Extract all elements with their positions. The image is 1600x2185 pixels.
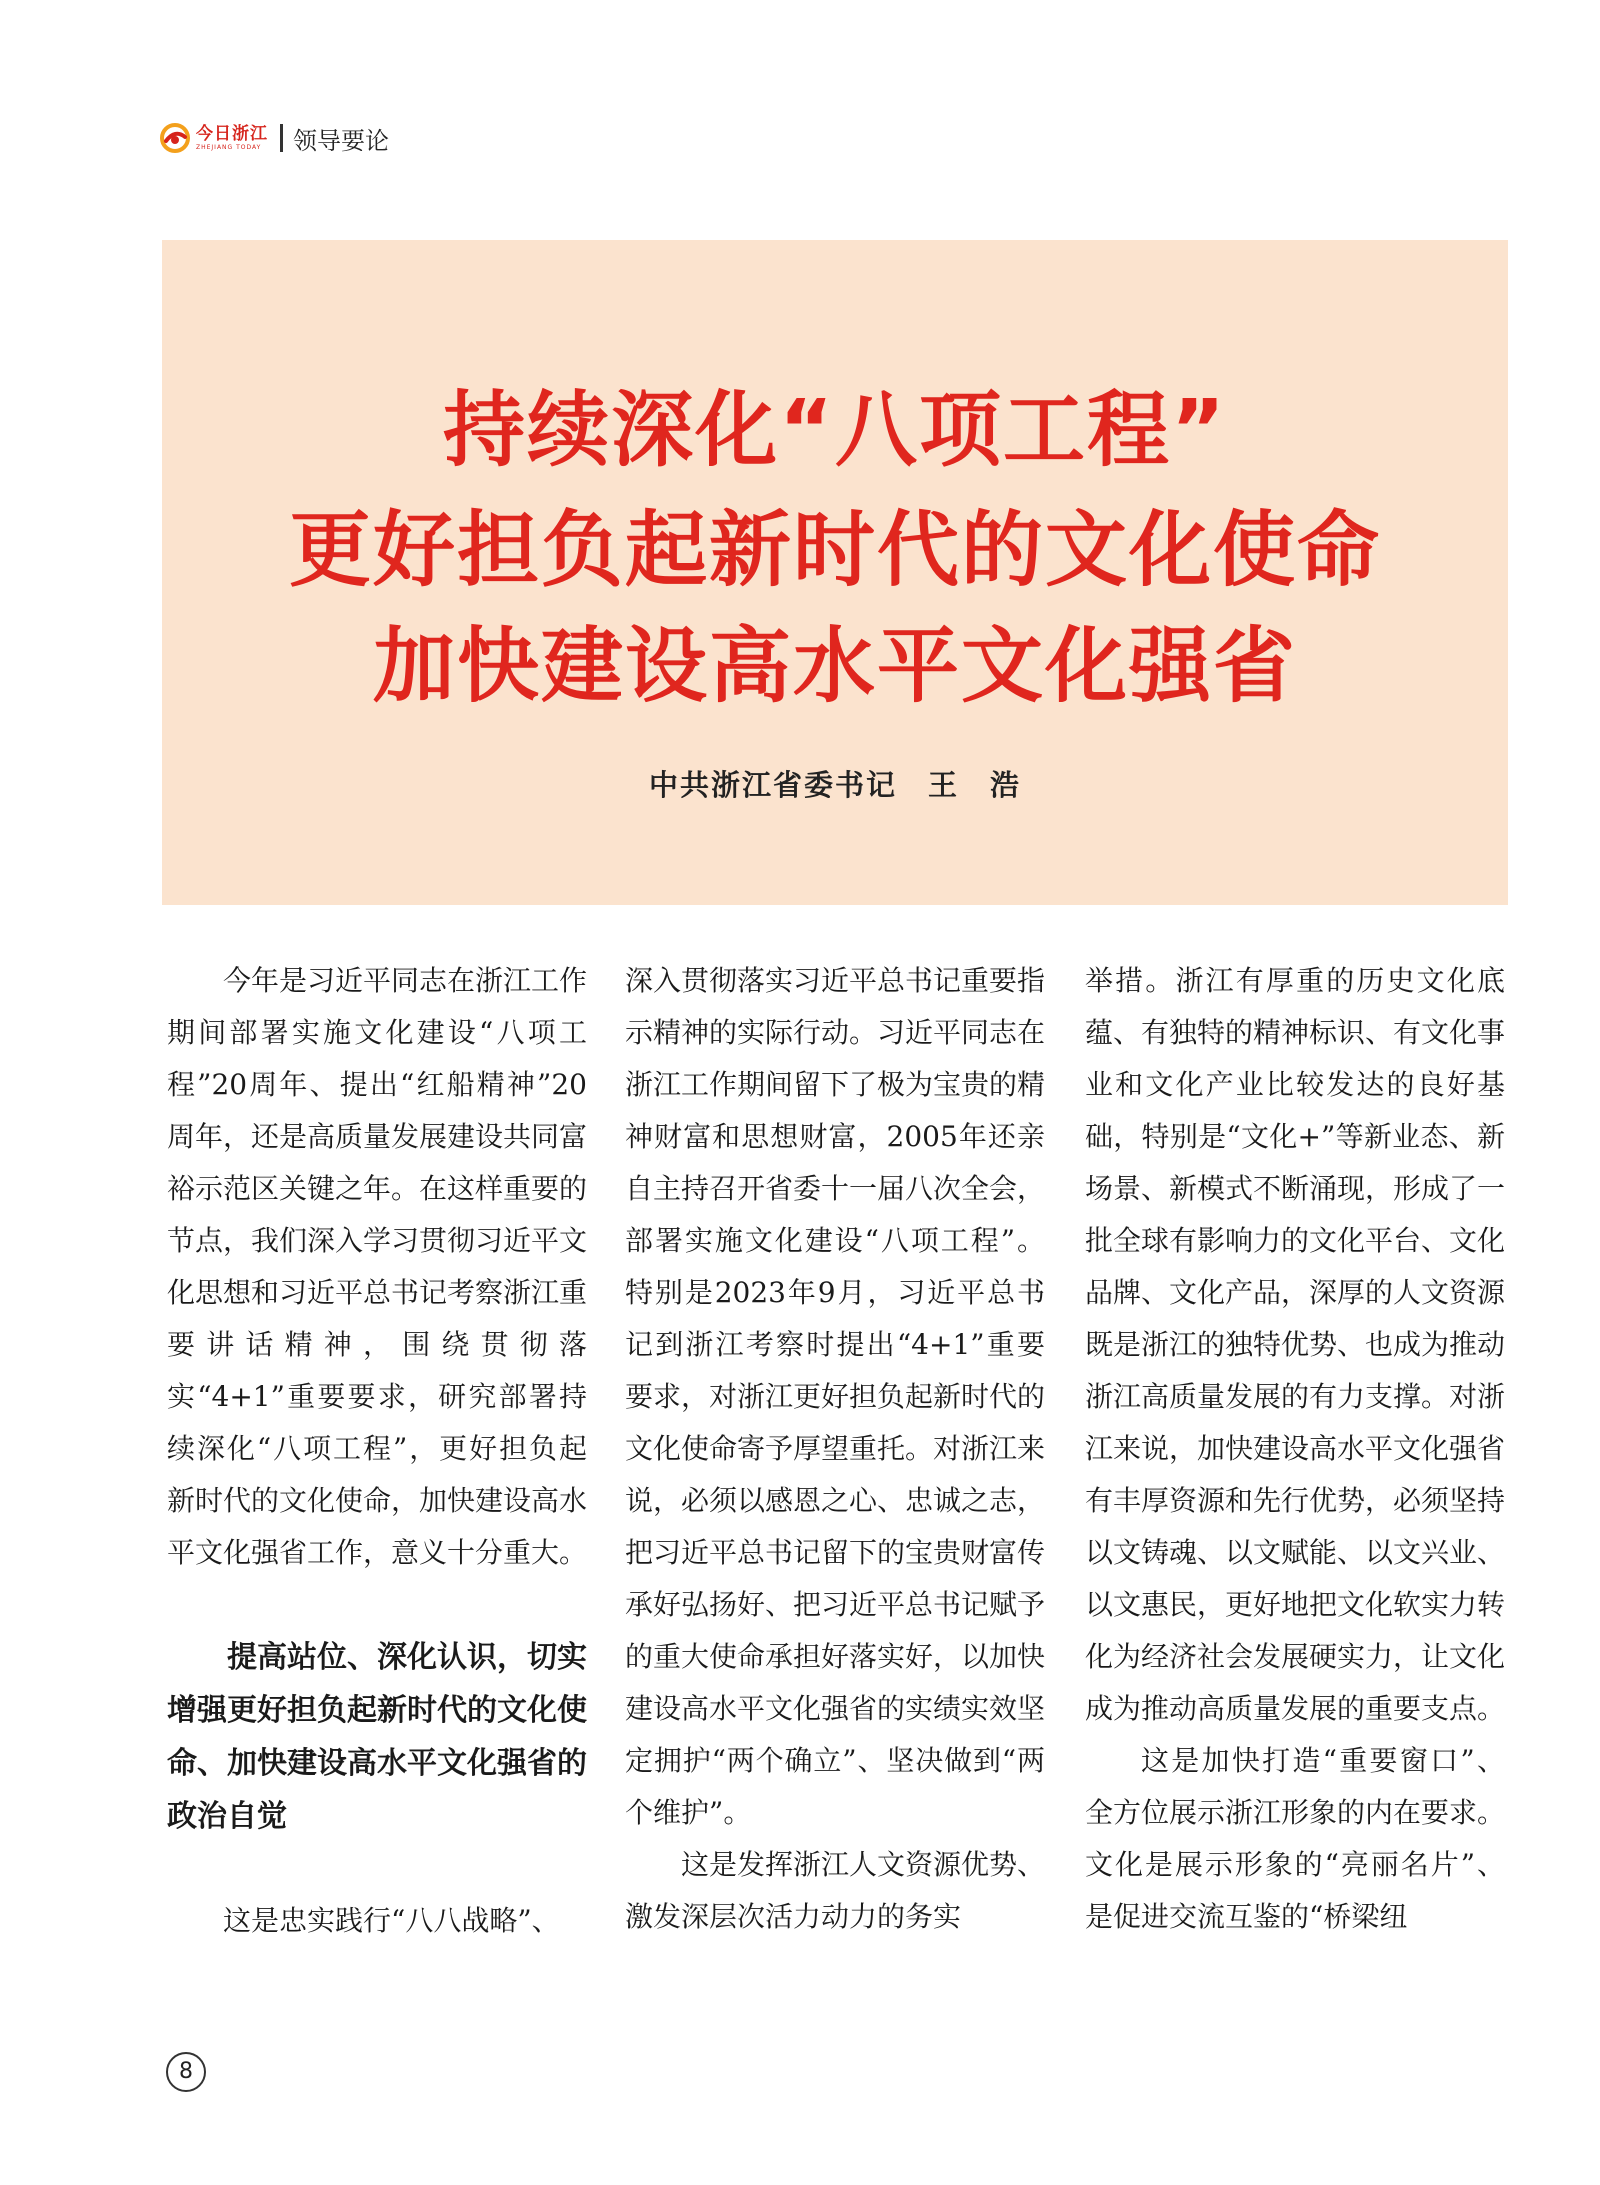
page-number: 8: [166, 2052, 206, 2092]
title-line-2: 更好担负起新时代的文化使命: [288, 503, 1381, 598]
logo-swirl-icon: [160, 123, 190, 153]
magazine-logo: [160, 123, 268, 153]
title-line-3: 加快建设高水平文化强省: [372, 619, 1297, 714]
author-byline: 中共浙江省委书记 王 浩: [648, 768, 1021, 802]
title-line-1: 持续深化“八项工程”: [443, 383, 1227, 478]
text-column-3: [1085, 955, 1505, 1943]
logo-chinese-text: 今日浙江: [196, 123, 268, 144]
paragraph: 举措。浙江有厚重的历史文化底蕴、有独特的精神标识、有文化事业和文化产业比较发达的良好基础，特别是“文化+”等新业态、新场景、新模式不断涌现，形成了一批全球有影响力的文化平台、文化品牌、文化产品，深厚的人文资源既是浙江的独特优势、也成为推动浙江高质量发展的有力支撑。对浙江来说，加快建设高水平文化强省有丰厚资源和先行优势，必须坚持以文铸魂、以文赋能、以文兴业、以文惠民，更好地把文化软实力转化为经济社会发展硬实力，让文化成为推动高质量发展的重要支点。: [1085, 964, 1506, 1725]
paragraph: 这是发挥浙江人文资源优势、激发深层次活力动力的务实: [625, 1848, 1046, 1933]
section-label: 领导要论: [293, 126, 389, 155]
paragraph: 这是加快打造“重要窗口”、全方位展示浙江形象的内在要求。文化是展示形象的“亮丽名片”、是促进交流互鉴的“桥梁纽: [1085, 1744, 1506, 1933]
paragraph: 这是忠实践行“八八战略”、: [223, 1904, 560, 1937]
section-subheading: 提高站位、深化认识，切实增强更好担负起新时代的文化使命、加快建设高水平文化强省的政治自觉: [167, 1640, 587, 1834]
page-header: [160, 118, 389, 158]
title-banner: [162, 240, 1508, 905]
logo-english-text: ZHEJIANG TODAY: [196, 143, 262, 151]
text-column-2: [625, 955, 1045, 1943]
text-column-1: [167, 955, 587, 1947]
header-divider: [280, 124, 283, 152]
paragraph: 深入贯彻落实习近平总书记重要指示精神的实际行动。习近平同志在浙江工作期间留下了极为宝贵的精神财富和思想财富，2005年还亲自主持召开省委十一届八次全会，部署实施文化建设“八项工程”。特别是2023年9月，习近平总书记到浙江考察时提出“4+1”重要要求，对浙江更好担负起新时代的文化使命寄予厚望重托。对浙江来说，必须以感恩之心、忠诚之志，把习近平总书记留下的宝贵财富传承好弘扬好、把习近平总书记赋予的重大使命承担好落实好，以加快建设高水平文化强省的实绩实效坚定拥护“两个确立”、坚决做到“两个维护”。: [625, 964, 1046, 1829]
paragraph: 今年是习近平同志在浙江工作期间部署实施文化建设“八项工程”20周年、提出“红船精神”20周年，还是高质量发展建设共同富裕示范区关键之年。在这样重要的节点，我们深入学习贯彻习近平文化思想和习近平总书记考察浙江重要讲话精神，围绕贯彻落实“4+1”重要要求，研究部署持续深化“八项工程”，更好担负起新时代的文化使命，加快建设高水平文化强省工作，意义十分重大。: [167, 964, 588, 1569]
